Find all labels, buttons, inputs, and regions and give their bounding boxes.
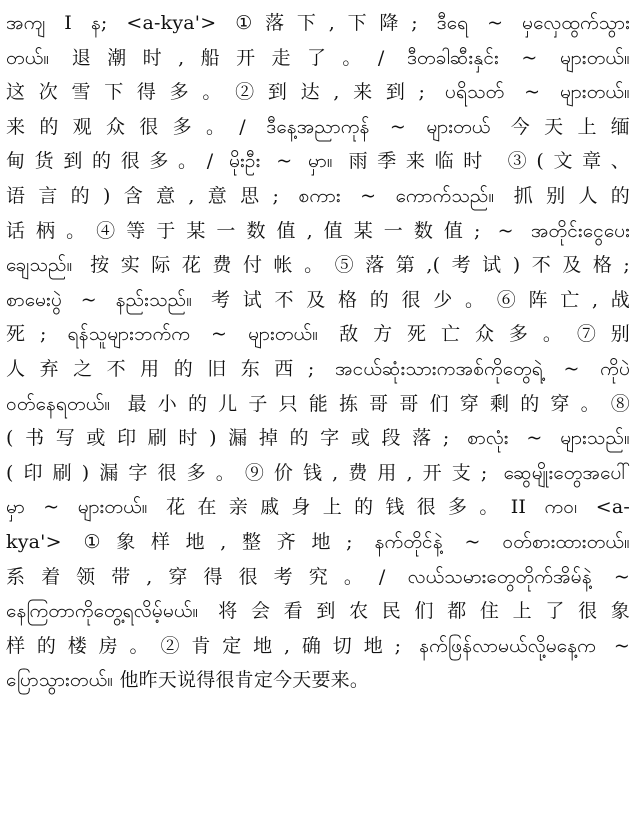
entry-line: ဝတ်နေရတယ်။ 最小的儿子只能拣哥哥们穿剩的穿。⑧ [6, 392, 630, 415]
entry-line: တယ်။ 退潮时,船开走了。/ ဒီတခါဆီးနှင်း ~ များတယ်။ [6, 46, 630, 69]
entry-line: 甸货到的很多。/ မိုးဦး ~ မှာ။ 雨季来临时 ③(文章、 [6, 150, 630, 173]
entry-line: ချေသည်။ 按实际花费付帐。⑤落第,(考试)不及格; [6, 254, 630, 277]
entry-line: 语言的)含意,意思; စကား ~ ကောက်သည်။ 抓别人的 [6, 184, 630, 207]
entry-line: နေကြတာကိုတွေ့ရလိမ့်မယ်။ 将会看到农民们都住上了很象 [6, 600, 630, 623]
entry-line: မှာ ~ များတယ်။ 花在亲戚身上的钱很多。II ကဝ၊ <a- [6, 496, 630, 519]
dictionary-entry [6, 6, 630, 698]
entry-line: (印刷)漏字很多。⑨价钱,费用,开支; ဆွေမျိုးတွေအပေါ် [6, 461, 630, 484]
entry-line: စာမေးပွဲ ~ နည်းသည်။ 考试不及格的很少。⑥阵亡,战 [6, 288, 630, 311]
entry-line: 这次雪下得多。②到达,来到; ပရိသတ် ~ များတယ်။ [6, 81, 630, 104]
entry-line: kya'> ①象样地,整齐地; နက်တိုင်နဲ့ ~ ဝတ်စားထားတယ်။ [6, 530, 630, 553]
entry-line: 死; ရန်သူများဘက်က ~ များတယ်။ 敌方死亡众多。⑦别 [6, 323, 630, 346]
entry-line: (书写或印刷时)漏掉的字或段落; စာလုံး ~ များသည်။ [6, 427, 630, 450]
entry-line: အကျ I န; <a-kya'> ①落下,下降; ဒီရေ ~ မှလှေထွက်သွား [6, 12, 630, 34]
entry-line: ပြောသွားတယ်။ 他昨天说得很肯定今天要来。 [6, 669, 370, 692]
entry-line: 人弃之不用的旧东西; အငယ်ဆုံးသားကအစ်ကိုတွေရဲ့ ~ ကိုပဲ [6, 357, 630, 380]
entry-line: 话柄。④等于某一数值,值某一数值; ~ အတိုင်းငွေပေး [6, 219, 630, 242]
entry-line: 样的楼房。②肯定地,确切地; နက်ဖြန်လာမယ်လို့မနေ့က ~ [6, 634, 630, 657]
entry-line: 系着领带,穿得很考究。/ လယ်သမားတွေတိုက်အိမ်နဲ့ ~ [6, 565, 630, 588]
entry-line: 来的观众很多。/ ဒီနေ့အညာကုန် ~ များတယ် 今天上缅 [6, 115, 630, 138]
